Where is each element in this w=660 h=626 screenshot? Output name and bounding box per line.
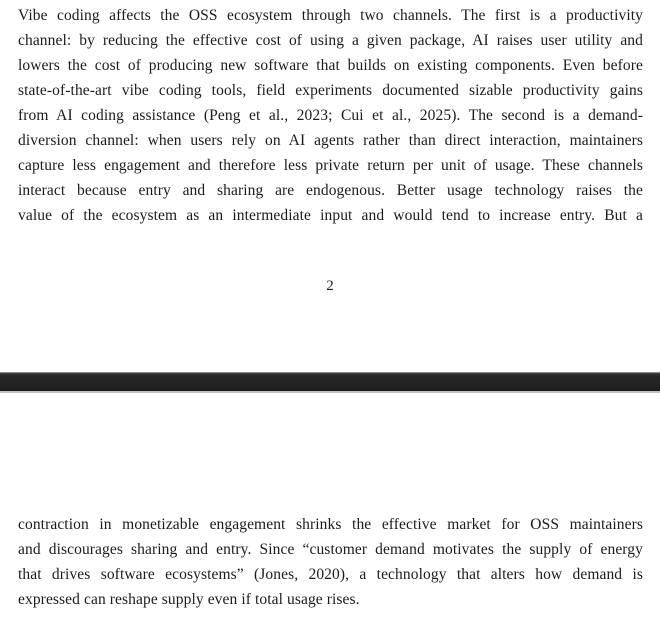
text-line: channel: by reducing the effective cost of using a given package, AI raises user utility and [18, 32, 643, 49]
text-line: from AI coding assistance (Peng et al., 2023; Cui et al., 2025). The second is a demand- [18, 107, 643, 124]
text-line: lowers the cost of producing new software that builds on existing components. Even before [18, 57, 643, 74]
text-line: contraction in monetizable engagement shrinks the effective market for OSS maintainers [18, 516, 643, 533]
page-separator-bar [0, 372, 660, 393]
text-line: capture less engagement and therefore less private return per unit of usage. These channels [18, 157, 643, 174]
page-number: 2 [326, 278, 334, 294]
text-line: that drives software ecosystems” (Jones, 2020), a technology that alters how demand is [18, 566, 643, 583]
text-line: state-of-the-art vibe coding tools, field experiments documented sizable productivity gains [18, 82, 643, 99]
page-3 [0, 393, 660, 626]
text-line: diversion channel: when users rely on AI agents rather than direct interaction, maintainers [18, 132, 643, 149]
text-line: value of the ecosystem as an intermediate input and would tend to increase entry. But a [18, 207, 643, 224]
text-line: Vibe coding affects the OSS ecosystem through two channels. The first is a productivity [18, 7, 643, 24]
text-line: and discourages sharing and entry. Since “customer demand motivates the supply of energy [18, 541, 643, 558]
text-line: interact because entry and sharing are endogenous. Better usage technology raises the [18, 182, 643, 199]
text-line: expressed can reshape supply even if total usage rises. [18, 591, 360, 608]
page-3-paragraph [18, 512, 643, 612]
page-2-paragraph [18, 3, 643, 228]
